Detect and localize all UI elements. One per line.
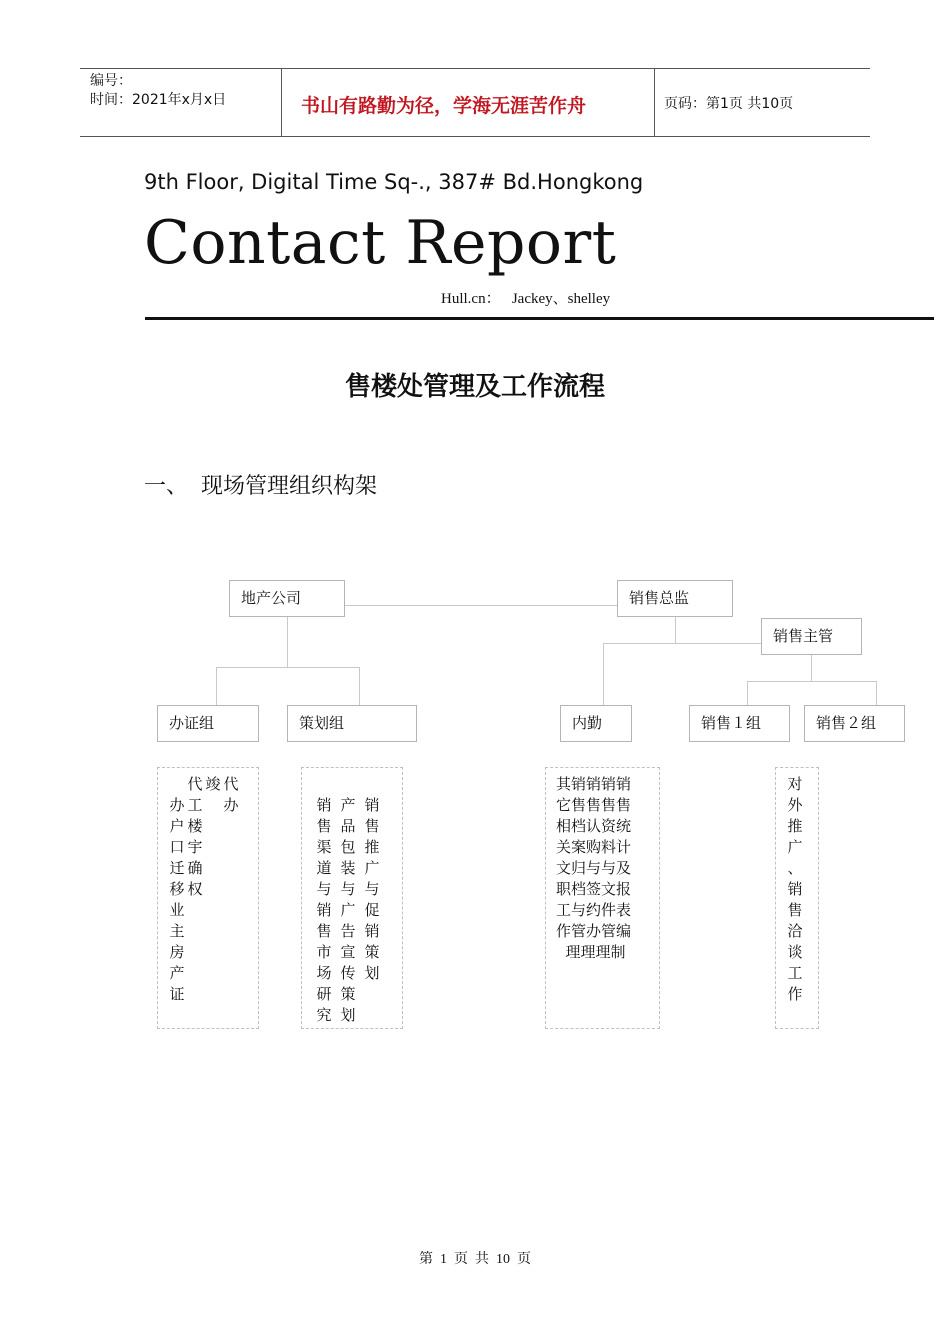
duty-row: 理理理制 (556, 943, 626, 961)
duty-text-back-office (556, 774, 631, 963)
duty-char: 销 (316, 796, 332, 814)
connector-to-sales-2 (876, 681, 877, 705)
header-bottom-border (80, 136, 870, 137)
duty-char: 售 (316, 922, 332, 940)
node-back-office: 内勤 (560, 705, 632, 742)
duty-row: 相档认资统 (556, 817, 632, 835)
connector-developer-director (344, 605, 618, 606)
duty-column (168, 774, 186, 1005)
duty-char: 划 (364, 964, 380, 982)
connector-left-branch (216, 667, 360, 668)
duty-char (204, 963, 222, 984)
duty-row: 它售售售售 (556, 796, 632, 814)
duty-char (360, 1005, 384, 1026)
duty-char: 工 (787, 964, 803, 982)
duty-char: 移 (169, 880, 185, 898)
duty-row: 职档签文报 (556, 880, 632, 898)
page-footer: 第 1 页 共 10 页 (419, 1252, 531, 1267)
connector-right-branch (603, 643, 762, 644)
duty-char (186, 942, 204, 963)
duty-char: 究 (316, 1006, 332, 1024)
duty-char: 办 (169, 796, 185, 814)
duty-char: 产 (340, 796, 356, 814)
duty-row: 作管办管编 (556, 922, 632, 940)
duty-char (222, 942, 240, 963)
duty-row: 工与约件表 (556, 901, 632, 919)
node-developer: 地产公司 (229, 580, 345, 617)
node-sales-team-2: 销售２组 (804, 705, 905, 742)
duty-char: 与 (316, 880, 332, 898)
duty-column (204, 774, 222, 1005)
report-title: Contact Report (144, 208, 617, 278)
duty-text-planning (312, 795, 384, 1026)
duty-char (204, 921, 222, 942)
duty-char (204, 879, 222, 900)
section-number: 一、 (144, 474, 189, 499)
duty-char: 楼 (187, 817, 203, 835)
duty-char: 策 (340, 985, 356, 1003)
header-page-info: 页码：第1页 共10页 (664, 96, 794, 112)
header-time-label: 时间：2021年x月x日 (90, 92, 227, 108)
duty-char: 广 (364, 859, 380, 877)
duty-char (222, 837, 240, 858)
connector-to-sales-1 (747, 681, 748, 705)
duty-text-sales (786, 774, 804, 1005)
duty-char: 售 (316, 817, 332, 835)
letterhead-rule (145, 317, 934, 320)
duty-row: 文归与与及 (556, 859, 632, 877)
node-certificate-team: 办证组 (157, 705, 259, 742)
duty-char: 传 (340, 964, 356, 982)
duty-char: 主 (169, 922, 185, 940)
duty-char: 品 (340, 817, 356, 835)
duty-char: 权 (187, 880, 203, 898)
duty-char (204, 942, 222, 963)
duty-char (204, 816, 222, 837)
duty-char (204, 900, 222, 921)
duty-row: 其销销销销 (556, 775, 632, 793)
duty-row: 关案购料计 (556, 838, 632, 856)
duty-char: 销 (787, 880, 803, 898)
duty-char (204, 858, 222, 879)
header-divider-1 (281, 68, 282, 136)
duty-char: 策 (364, 943, 380, 961)
connector-to-certificate (216, 667, 217, 705)
connector-to-planning (359, 667, 360, 705)
duty-char: 市 (316, 943, 332, 961)
author-line: Hull.cn： Jackey、shelley (441, 291, 611, 307)
duty-column (786, 774, 804, 1005)
header-number-label: 编号： (90, 73, 132, 89)
duty-char: 房 (169, 943, 185, 961)
duty-char (186, 963, 204, 984)
duty-column (186, 774, 204, 1005)
duty-char: 渠 (316, 838, 332, 856)
duty-char (186, 900, 204, 921)
duty-char: 广 (787, 838, 803, 856)
duty-char (222, 984, 240, 1005)
duty-char: 广 (340, 901, 356, 919)
company-address: 9th Floor, Digital Time Sq-., 387# Bd.Hongkong (144, 170, 644, 194)
duty-char: 推 (787, 817, 803, 835)
duty-char: 口 (169, 838, 185, 856)
duty-char: 对 (787, 775, 803, 793)
duty-char: 产 (169, 964, 185, 982)
duty-char (222, 858, 240, 879)
duty-char: 业 (169, 901, 185, 919)
connector-supervisor-down (811, 655, 812, 681)
duty-char: 研 (316, 985, 332, 1003)
duty-char: 销 (364, 922, 380, 940)
duty-char: 道 (316, 859, 332, 877)
duty-char: 与 (364, 880, 380, 898)
duty-char (360, 984, 384, 1005)
duty-char: 外 (787, 796, 803, 814)
connector-to-back-office (603, 643, 604, 705)
duty-column (336, 795, 360, 1026)
duty-char (168, 774, 186, 795)
duty-char: 代 (223, 775, 239, 793)
duty-char (204, 984, 222, 1005)
duty-char: 代 (187, 775, 203, 793)
duty-column (222, 774, 240, 1005)
duty-char: 推 (364, 838, 380, 856)
node-sales-director: 销售总监 (617, 580, 733, 617)
node-sales-team-1: 销售１组 (689, 705, 790, 742)
duty-text-certificate (168, 774, 240, 1005)
duty-char: 销 (364, 796, 380, 814)
duty-column (312, 795, 336, 1026)
duty-char (186, 984, 204, 1005)
duty-char (222, 816, 240, 837)
node-sales-supervisor: 销售主管 (761, 618, 862, 655)
duty-char: 证 (169, 985, 185, 1003)
node-planning-team: 策划组 (287, 705, 417, 742)
duty-char: 场 (316, 964, 332, 982)
duty-char (222, 963, 240, 984)
duty-char (222, 900, 240, 921)
header-motto: 书山有路勤为径，学海无涯苦作舟 (301, 95, 587, 117)
header-divider-2 (654, 68, 655, 136)
duty-char: 包 (340, 838, 356, 856)
duty-char: 工 (187, 796, 203, 814)
duty-char: 办 (223, 796, 239, 814)
duty-char: 确 (187, 859, 203, 877)
duty-char: 装 (340, 859, 356, 877)
duty-char: 售 (364, 817, 380, 835)
duty-char: 销 (316, 901, 332, 919)
duty-char: 、 (787, 859, 803, 877)
duty-char (222, 921, 240, 942)
duty-char: 宇 (187, 838, 203, 856)
duty-char: 宣 (340, 943, 356, 961)
duty-char: 作 (787, 985, 803, 1003)
duty-char: 售 (787, 901, 803, 919)
connector-sales-branch (747, 681, 877, 682)
connector-director-down (675, 617, 676, 643)
section-title: 现场管理组织构架 (201, 474, 378, 499)
duty-char: 与 (340, 880, 356, 898)
duty-char: 促 (364, 901, 380, 919)
duty-char (186, 921, 204, 942)
duty-char (204, 837, 222, 858)
duty-char (204, 795, 222, 816)
document-title: 售楼处管理及工作流程 (344, 372, 605, 402)
duty-char: 谈 (787, 943, 803, 961)
duty-char: 竣 (205, 775, 221, 793)
duty-char (222, 879, 240, 900)
duty-char: 告 (340, 922, 356, 940)
duty-char: 划 (340, 1006, 356, 1024)
duty-column (360, 795, 384, 1026)
duty-char: 户 (169, 817, 185, 835)
duty-char: 洽 (787, 922, 803, 940)
duty-char: 迁 (169, 859, 185, 877)
connector-developer-down (287, 617, 288, 667)
header-top-border (80, 68, 870, 69)
